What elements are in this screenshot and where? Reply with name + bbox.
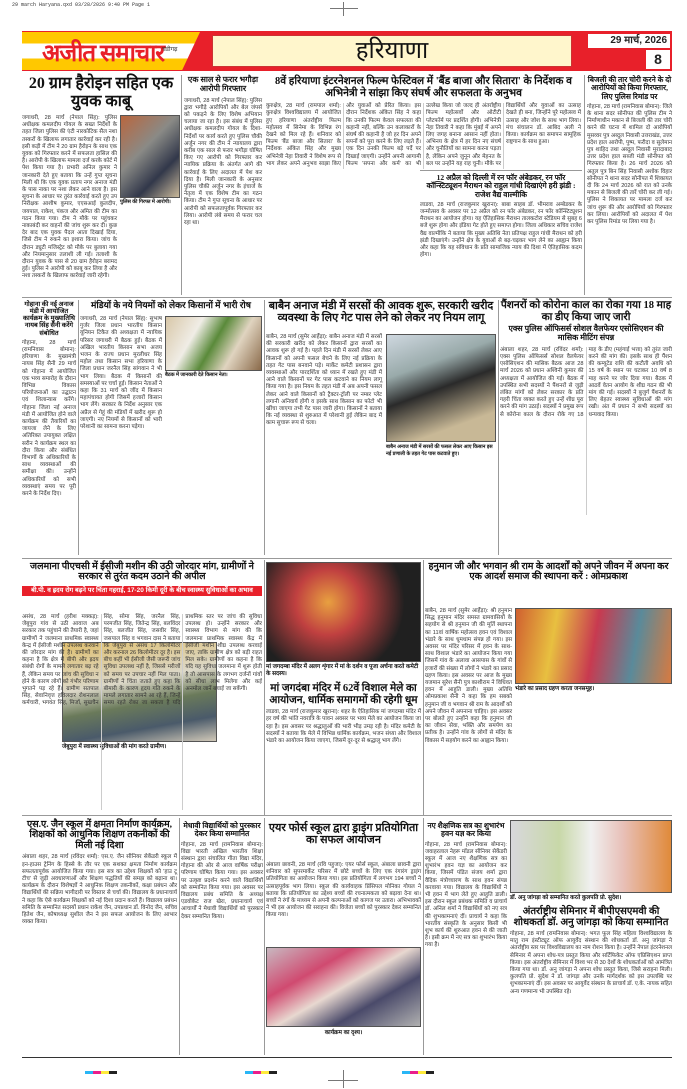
article-meritorious-students [181, 822, 263, 1055]
article-mandi-rules-protest [80, 301, 262, 556]
article-body: अंबाला शहर, 28 मार्च (रविंदर शर्मा): एक्स पुलिस ऑफिसर्स सोशल वैलफेयर एसोसिएशन की मासिक बैठक आज 28 मार्च 2026 को प्रधान अश्विनी कुमार की अध्यक्षता में आयोजित की गई। बैठक में उपस्थित सभी सदस्यों ने पैंशनरों से जुड़ी लंबित मांगों को लेकर सरकार के प्रति गहरी चिंता व्यक्त करते हुए उन्हें शीघ्र पूरा करने की मांग उठाई। सदस्यों ने प्रमुख रूप से कोरोना काल के दौरान रोके गए 18 माह के डीए (महंगाई भत्ता) को तुरंत जारी करने की मांग की। इसके साथ ही पैंशन की कम्यूटेड राशि की कटौती अवधि को 15 वर्ष के स्थान पर घटाकर 10 वर्ष 8 माह करने पर जोर दिया गया। बैठक में आठवें वेतन आयोग के शीघ्र गठन की भी मांग की गई। सदस्यों ने बुजुर्ग पैंशनरों के लिए बेहतर स्वास्थ्य सुविधाओं की मांग रखी। अंत में प्रधान ने सभी सदस्यों का धन्यवाद किया। [500, 346, 672, 418]
headline: जलमाना पीएचसी में ईसीजी मशीन की उठी जोरदार मांग, ग्रामीणों ने सरकार से तुरंत कदम उठाने की अपील [30, 562, 254, 583]
article-ecg-demand [22, 562, 262, 812]
issue-date: 29 मार्च, 2026 [588, 34, 670, 48]
article-new-session-havan [425, 822, 507, 1055]
page-number: 8 [646, 50, 670, 69]
photo-caption: जेबुपुरा में स्वास्थ्य सुविधाओं की मांग करते ग्रामीण। [62, 744, 167, 750]
section-title: हरियाणा [212, 35, 572, 67]
subheadline: एक्स पुलिस ऑफिसर्स सोशल वैलफेयर एसोसिएशन की मासिक मीटिंग संपन्न [508, 324, 664, 342]
photo-police-accused [120, 115, 180, 198]
article-body: जगाधरी, 28 मार्च (नेपाल सिंह): पुलिस द्वारा भगौड़े आरोपियों और बेल जंपर्स को पकड़ने के लिए विशेष अभियान चलाया जा रहा है। इस संबंध में पुलिस अधीक्षक कमलदीप गोयल के दिशा-निर्देशों पर कार्य करते हुए पुलिस चौकी अर्जुन नगर की टीम ने न्यायालय द्वारा करीब एक साल से फरार भगौड़ा घोषित किए गए आरोपी को गिरफ्तार कर न्यायिक प्रक्रिया के अंतर्गत आगे की कार्रवाई के लिए अदालत में पेश कर दिया है। मिली जानकारी के अनुसार पुलिस चौकी अर्जुन नगर के इंचार्ज के नेतृत्व में एक विशेष टीम का गठन किया। टीम ने गुप्त सूचना के आधार पर आरोपी को सफलतापूर्वक गिरफ्तार कर लिया। आरोपी लंबे समय से फरार चल रहा था। [184, 97, 262, 227]
article-body: जगाधरी, 28 मार्च (नेपाल सिंह): पुलिस अधीक्षक कमलदीप गोयल के सख्त निर्देशों के तहत जिला पुलिस की एंटी नारकोटिक सैल नशा तस्करों के खिलाफ लगातार कार्रवाई कर रही है। इसी कड़ी में टीम ने 20 ग्राम हैरोइन के साथ एक युवक को गिरफ्तार करने में सफलता हासिल की है। आरोपी के खिलाफ मामला दर्ज करके कोर्ट में पेश किया गया है। प्रभारी अनिल कुमार ने जानकारी देते हुए बताया कि उन्हें गुप्त सूचना मिली थी कि एक युवक प्रताप नगर अनाज मंडी के पास नाका पर नशा लेकर आने वाला है। इस सूचना के आधार पर तुरंत कार्रवाई करते हुए उप निरीक्षक आशीष कुमार, एएसआई कुलदीप, जयपाल, राकेश, पंकज और अमित की टीम का गठन किया गया। टीम ने मौके पर पहुंचकर नाकाबंदी कर वाहनों की जांच शुरू कर दी। कुछ देर बाद एक युवक पैदल आता दिखाई दिया, जिसे टीम ने रुकने का इशारा किया। जांच के दौरान ड्यूटी मजिस्ट्रेट को मौके पर बुलाया गया और नियमानुसार तलाशी ली गई। तलाशी के दौरान युवक के पास से 20 ग्राम हैरोइन बरामद हुई। पुलिस ने आरोपी को काबू कर लिया है और नशा तस्करों के खिलाफ कार्रवाई जारी रहेगी। [22, 115, 117, 280]
headline: पैंशनरों को कोरोना काल का रोका गया 18 माह का डीए किया जाए जारी [500, 300, 672, 323]
article-hanuman-ideals [425, 562, 672, 812]
headline: बाबैन अनाज मंडी में सरसों की आवक शुरू, सरकारी खरीद व्यवस्था के लिए गेट पास लेने को लेकर नए नियम लागू [268, 300, 494, 325]
color-bar [245, 1061, 277, 1079]
article-dr-anu-jangra [510, 820, 672, 1055]
article-body: अंबाला शहर, 28 मार्च (रविंदर शर्मा): एस.ए. जैन सीनियर सेकेंडरी स्कूल में इन-हाउस ट्रेनिंग के हिस्से के तौर पर एक सशक्त क्षमता निर्माण कार्यक्रम सफलतापूर्वक आयोजित किया गया। इस सत्र का उद्देश्य शिक्षकों को 'हाउ टू टीच' से जुड़ी अवधारणाओं और शिक्षण पद्धतियों की समझ को बढ़ाना था। कार्यक्रम के दौरान विशेषज्ञों ने आधुनिक शिक्षण तकनीकों, कक्षा प्रबंधन और विद्यार्थियों की सक्रिय भागीदारी पर विस्तार से चर्चा की। विद्यालय के प्रधानाचार्य ने कहा कि ऐसे कार्यक्रम शिक्षकों को नई दिशा प्रदान करते हैं। विद्यालय प्रबंधन समिति के सम्मानित सदस्यों प्रधान राकेश जैन, उपप्रधान डॉ. विनोद जैन, सचिव हितेश जैन, कोषाध्यक्ष सुशील जैन ने इस सफल आयोजन के लिए आभार व्यक्त किया। [22, 854, 177, 926]
headline: बिजली की तार चोरी करने के दो आरोपियों को किया गिरफ्तार, लिए पुलिस रिमांड पर [587, 75, 672, 101]
article-body: जगाधरी, 28 मार्च (नेपाल सिंह): सुभाष गुर्जर जिला प्रधान भारतीय किसान यूनियन टिकैत की अध्यक्षता में न्यायिक परिसर जगाधरी में बैठक हुई। बैठक में अखिल भारतीय किसान सभा अजय भजन के राज्य प्रधान मुरलीधर सिंह महोल तथा किसान सभा हरियाणा के जिला प्रधान जरनैल सिंह सांगवान ने भी भाग लिया। बैठक में किसानों की समस्याओं पर चर्चा हुई। किसान नेताओं ने कहा कि 31 मार्च को जींद में किसान महापंचायत होगी जिसमें हजारों किसान भाग लेंगे। सरकार के निर्देश अनुसार एक अप्रैल से गेहूं की मंडियों में खरीद शुरू हो जाएगी। नए नियमों से किसानों को भारी परेशानी का सामना करना पड़ेगा। [80, 316, 162, 431]
photo-mandi-tractor [386, 334, 496, 442]
article-absconder-arrest [184, 76, 262, 296]
headline: मेधावी विद्यार्थियों को पुरस्कार देकर किया सम्मानित [183, 821, 261, 839]
masthead [22, 31, 672, 71]
headline: नए शैक्षणिक सत्र का शुभारंभ हवन यज्ञ कर किया [427, 821, 505, 839]
article-body: लाडवा, 28 मार्च (राजकुमार खुराना): शहर के ऐतिहासिक मां जगदम्बा मंदिर में हर वर्ष की भांति नवरात्रि के पावन अवसर पर भव्य मेले का आयोजन किया जा रहा है। इस अवसर पर श्रद्धालुओं की भारी भीड़ उमड़ रही है। मंदिर कमेटी के सदस्यों ने बताया कि मेले में विभिन्न धार्मिक कार्यक्रम, भजन संध्या और विशाल भंडारे का आयोजन किया जाएगा, जिसमें दूर-दूर से श्रद्धालु भाग लेंगे। [266, 709, 421, 744]
article-body: गोहाना, 28 मार्च (रामनिवास बोमान): भगत फूल सिंह महिला विश्वविद्यालय के मातु राम इंस्टीट्यूट ऑफ आयुर्वेद संस्थान की शोधकर्ता डॉ. अनु जांगड़ा ने अंतर्राष्ट्रीय स्तर पर विश्वविद्यालय का नाम रोशन किया है। उन्होंने नेपाल इंटरनेशनल सेमिनार में अपना शोध-पत्र प्रस्तुत किया और सर्टिफिकेट ऑफ एप्रिसिएशन प्राप्त किया। इस अंतर्राष्ट्रीय सेमिनार में विश्व भर से 30 देशों के शोधकर्ताओं को आमंत्रित किया गया था। डॉ. अनु जांगड़ा ने अपना शोध प्रस्तुत किया, जिसे सराहना मिली। कुलपति प्रो. सुदेश ने डॉ. जांगड़ा और उनके मार्गदर्शक को इस उपलब्धि पर शुभकामनाएं दीं। इस अवसर पर आयुर्वेद संस्थान के प्राचार्य डॉ. ए.के. नायक सहित अन्य गणमान्य भी उपस्थित रहे। [510, 931, 672, 995]
article-body: कुरुक्षेत्र, 28 मार्च (रामपाल शर्मा): कुरुक्षेत्र विश्वविद्यालय में आयोजित हुए हरियाणा अंतर्राष्ट्रीय फिल्म महोत्सव में सिनेमा के विभिन्न रंग देखने को मिल रहे हैं। शनिवार को फिल्म 'बैंड बाजा और सितारा' के निर्देशक अंकित सिंह और मुख्य अभिनेत्री नेहा तिवारी ने विशेष रूप से भाग लेकर अपने अनुभव साझा किए और युवाओं को प्रेरित किया। इस दौरान निर्देशक अंकित सिंह ने कहा कि उनकी फिल्म केवल सफलता की कहानी नहीं, बल्कि उन कलाकारों के संघर्ष की कहानी है जो हर दिन अपने सपनों को पूरा करने के लिए लड़ते हैं। एक दिन उनकी फिल्म बड़े पर्दे पर दिखाई जाएगी। उन्होंने अपनी आगामी फिल्म 'सपना और कर्म' का भी उल्लेख किया जो जल्द ही अंतर्राष्ट्रीय फिल्म महोत्सवों और ओटीटी प्लेटफॉर्म पर प्रदर्शित होगी। अभिनेत्री नेहा तिवारी ने कहा कि मुंबई में अपने लिए जगह बनाना आसान नहीं होता। अभिनय के क्षेत्र में हर दिन नए संघर्ष और चुनौतियों का सामना करना पड़ता है, लेकिन अपने जुनून और मेहनत के बल पर उन्होंने यह राह चुनी। मौके पर विद्यार्थियों और युवाओं का उत्साह देखते ही बना, जिन्होंने पूरे महोत्सव में उत्साह और जोश के साथ भाग लिया। मंच संचालन डॉ. आबिद अली ने किया। कार्यक्रम का समापन सामूहिक राष्ट्रगान के साथ हुआ। [266, 103, 581, 167]
article-heroin-arrest [22, 75, 180, 295]
registration-mark [343, 2, 344, 16]
article-pensioners-da [500, 300, 672, 555]
photo-caption: बैठक में जानकारी देते किसान नेता। [165, 372, 228, 378]
article-body: अंबाला छावनी, 28 मार्च (रवि पहुजा): एयर फोर्स स्कूल, अंबाला छावनी द्वारा शनिवार को सुपरमार्केट परिसर में छोटे बच्चों के लिए एक रंगारंग ड्राइंग प्रतियोगिता का आयोजन किया गया। इस प्रतियोगिता में लगभग 194 बच्चों ने उत्साहपूर्वक भाग लिया। स्कूल की कार्यवाहक प्रिंसिपल मोनिका गोयल ने बताया कि प्रतियोगिता का उद्देश्य बच्चों की रचनात्मकता को बढ़ावा देना था। बच्चों ने रंगों के माध्यम से अपनी कल्पनाओं को कागज पर उतारा। अभिभावकों ने भी इस आयोजन की सराहना की। विजेता बच्चों को पुरस्कार देकर सम्मानित किया गया। [266, 862, 421, 919]
headline: 20 ग्राम हैरोइन सहित एक युवक काबू [28, 75, 174, 110]
headline: मां जगदंबा मंदिर में 62वें विशाल मेले का आयोजन, धार्मिक समागमों की रहेगी धूम [269, 683, 418, 706]
headline: एयर फोर्स स्कूल द्वारा ड्राइंग प्रतियोगिता का सफल आयोजन [268, 822, 419, 847]
strapline: बी.पी. व ह्रदय रोग बढ़ने पर चिंता गहराई, 17-20 किमी दूरी के बीच स्वास्थ्य सुविधाओं का अभाव [22, 586, 262, 596]
article-wire-theft [587, 76, 672, 296]
photo-temple-deity [266, 562, 421, 662]
registration-mark [343, 1070, 344, 1088]
photo-bhandara-crowd [515, 608, 672, 684]
headline: एस.ए. जैन स्कूल में क्षमता निर्माण कार्यक्रम, शिक्षकों को आधुनिक शिक्षण तकनीकों की मिली नई दिशा [26, 820, 173, 851]
photo-honour-ceremony [510, 820, 672, 893]
headline: हनुमान जी और भगवान श्री राम के आदर्शों को अपने जीवन में अपना कर एक आदर्श समाज की स्थापना करें : ओमप्रकाश [428, 562, 669, 583]
headline: अंतर्राष्ट्रीय सेमिनार में बीपीएसएमवी की शोधकर्ता डॉ. अनु जांगड़ा को किया सम्मानित [513, 906, 669, 928]
photo-farmers-meeting [165, 316, 262, 371]
photo-caption: बाबैन अनाज मंडी में सरसों की फसल लेकर आए किसान इस नई प्रणाली के तहत गेट पास कटवाते हुए। [386, 444, 493, 457]
newspaper-logo: अजीत समाचार [42, 41, 165, 67]
article-body: बाबैन, 28 मार्च (सुमेर आर्हेड़ा): बाबैन अनाज मंडी में सरसों की सरकारी खरीद को लेकर किसानों द्वारा सरसों का आवक शुरू हो गई है। पहले दिन मंडी में सरसों लेकर आए किसानों को अपनी फसल बेचने के लिए नई प्रक्रिया के तहत गेट पास बनवाने पड़े। मार्केट कमेटी प्रशासन द्वारा व्यवस्थाओं और पारदर्शिता को ध्यान में रखते हुए मंडी में आने वाले किसानों पर गेट पास कटवाने का नियम लागू किया गया है। इस नियम के तहत मंडी में अब अपनी फसल लेकर आने वाले किसानों को ट्रैक्टर-ट्रॉली पर नम्बर प्लेट लगानी अनिवार्य होगी व इसके साथ किसान का फोटो भी खींचा जाएगा तभी गेट पास जारी होगा। किसानों ने बताया कि नई व्यवस्था से शुरुआत में परेशानी हुई लेकिन बाद में काम सुचारू रूप से चला। [266, 334, 382, 427]
article-drawing-competition [266, 822, 421, 1055]
article-body: गोहाना, 28 मार्च (रामनिवास बोमान): जवाहरलाल नेहरू मॉडल सीनियर सेकेंडरी स्कूल में आज नए शैक्षणिक सत्र का शुभारंभ हवन यज्ञ का आयोजन कर किया, जिसमें पंडित संजय शर्मा द्वारा वैदिक मंत्रोच्चारण के साथ हवन संपन्न करवाया गया। विद्यालय के विद्यार्थियों ने भी हवन में भाग लेते हुए आहुति डाली। इस दौरान स्कूल प्रबंधक समिति व प्राचार्य डॉ. अनिल शर्मा ने विद्यार्थियों को नए सत्र की शुभकामनाएं दीं। प्राचार्य ने कहा कि भारतीय संस्कृति के अनुसार किसी भी शुभ कार्य की शुरुआत हवन से की जाती है। इसी क्रम में नए सत्र का शुभारंभ किया गया है। [425, 841, 507, 949]
photo-caption: डॉ. अनु जांगड़ा को सम्मानित करते कुलपति प्रो. सुदेश। [510, 895, 622, 901]
headline: 8वें हरियाणा इंटरनेशनल फिल्म फेस्टिवल में 'बैंड बाजा और सितारा' के निर्देशक व अभिनेत्री ने सांझा किए संघर्ष और सफलता के अनुभव [275, 76, 572, 99]
article-babain-mustard [266, 300, 496, 555]
color-bar [85, 1061, 117, 1079]
article-body: बाबैन, 28 मार्च (सुमेर आर्हेड़ा): श्री हनुमान सिद्ध हनुमान मंदिर समस्त ग्रामवासियों के सहयोग से श्री हनुमान जी की मूर्ति स्थापना का 11वां वार्षिक महोत्सव हवन एवं विशाल भंडारे के साथ धूमधाम संपन्न हो गया। इस अवसर पर मंदिर परिसर में हवन के साथ-साथ विशाल भंडारे का आयोजन किया गया जिसमें गांव के अलावा आसपास के गांवों से हजारों की संख्या में लोगों ने भंडारे का प्रसाद ग्रहण किया। इस अवसर पर आज के मुख्य यजमान सुरेश सैनी पुत्र काशीराम ने विधिवत हवन में आहुति डाली। मुख्य अतिथि ओमप्रकाश सैनी ने कहा कि हम सबको हनुमान जी व भगवान श्री राम के आदर्शों को अपने जीवन में अपनाना चाहिए। इस अवसर पर बोलते हुए उन्होंने कहा कि हनुमान जी का जीवन सेवा, भक्ति और समर्पण का प्रतीक है। उन्होंने गांव के लोगों से मंदिर के विकास में सहयोग करने का आह्वान किया। [425, 608, 512, 744]
article-body: गोहाना, 28 मार्च (रामनिवास बोमान): विद्या भारती अखिल भारतीय शिक्षा संस्थान द्वारा संचालित गीता विद्या मंदिर, गोहाना की ओर से आज वार्षिक परीक्षा परिणाम घोषित किया गया। इस अवसर पर उत्कृष्ट प्रदर्शन करने वाले विद्यार्थियों को सम्मानित किया गया। इस अवसर पर विद्यालय प्रबंध समिति के अध्यक्ष एडवोकेट राज खेरा, प्रधानाचार्य एवं आचार्यों ने मेधावी विद्यार्थियों को पुरस्कार देकर सम्मानित किया। [181, 841, 263, 920]
article-body: गोहाना, 28 मार्च (रामनिवास बोमान): हरियाणा के मुख्यमंत्री नायब सिंह सैनी 29 मार्च को गोहाना में आयोजित एक भव्य समारोह के दौरान विभिन्न विकास परियोजनाओं का उद्घाटन एवं शिलान्यास करेंगे। गोहाना जिला नई अनाज मंडी में आयोजित होने वाले कार्यक्रम की तैयारियों का जायजा लेने के लिए अतिरिक्त उपायुक्त लक्षित सरीन ने कार्यक्रम स्थल का दौरा किया और संबंधित विभागों के अधिकारियों के साथ व्यवस्थाओं की समीक्षा की। उन्होंने अधिकारियों को सभी व्यवस्थाएं समय पर पूरी करने के निर्देश दिए। [22, 339, 76, 497]
photo-caption: पुलिस की गिरफ्त में आरोपी। [120, 199, 171, 205]
color-bar [402, 1061, 434, 1079]
article-cm-gohana [22, 301, 76, 556]
headline: गोहाना की नई अनाज मंडी में आयोजित कार्यक्रम के मुख्यातिथि नायब सिंह सैनी करेंगे संबोधित [23, 301, 75, 337]
article-jagdamba-fair [266, 562, 421, 812]
registration-mark [328, 1080, 358, 1081]
headline: एक साल से फरार भगौड़ा आरोपी गिरफ्तार [187, 75, 259, 93]
headline: मंडियों के नये नियमों को लेकर किसानों में भारी रोष [91, 300, 251, 310]
article-body: लाडवा, 28 मार्च (राजकुमार खुराना): बाबा साहब डॉ. भीमराव अम्बेडकर के जन्मोत्सव के अवसर पर 12 अप्रैल को रन फॉर अंबेडकर, रन फॉर कॉन्स्टिट्यूशन मैराथन का आयोजन होगा। यह ऐतिहासिक मैराथन तालकटोरा स्टेडियम से सुबह 6 बजे शुरू होगा और इंडिया गेट होते हुए समाप्त होगा। जिला अधिकार सचिव राजेश वैद्य वाल्मीकि ने बताया कि मुख्य अतिथि नेता प्रतिपक्ष राहुल गांधी मैराथन को हरी झंडी दिखाएंगे। उन्होंने क्षेत्र के युवाओं से बढ़-चढ़कर भाग लेने का आह्वान किया और कहा कि यह संविधान के प्रति सामाजिक न्याय की दिशा में ऐतिहासिक कदम होगा। [420, 201, 582, 259]
article-run-for-ambedkar [420, 174, 582, 294]
article-sa-jain-school [22, 820, 177, 1055]
headline: 12 अप्रैल को दिल्ली में रन फॉर अंबेडकर, रन फॉर कॉन्स्टिट्यूशन मैराथन को राहुल गांधी दिखाएंगे हरी झंडी : राजेश वैद्य वाल्मीकि [426, 173, 576, 199]
photo-children-drawing [266, 947, 421, 1027]
bottom-rule [22, 1057, 672, 1058]
photo-caption: भंडारे का प्रसाद ग्रहण करता जनसमूह। [515, 686, 595, 692]
photo-caption: मां जगदम्बा मंदिर में अलग शृंगार में मां के दर्शन व पूजा अर्चना करते कमेटी के सदस्य। [266, 664, 419, 677]
article-body: असंध, 28 मार्च (हरीश मक्कड़): जेबुपुरा गांव से उठी आवाज अब सरकार तक पहुंचाने की तैयारी है, जहां ग्रामीणों ने जलमाना प्राथमिक स्वास्थ्य केन्द्र में ईसीजी मशीन उपलब्ध करवाने की जोरदार मांग की है। ग्रामीणों का कहना है कि क्षेत्र में बीपी और ह्रदय संबंधी रोगों के मामले लगातार बढ़ रहे हैं, लेकिन समय पर जांच की सुविधा न होने के कारण लोगों को गंभीर परिणाम भुगतने पड़ रहे हैं। ग्रामीण सतपाल सिंह, सेवानिवृत्त हविलदार रोशनलाल कर्मचारी, भगवंत सिंह, मिर्जा, सुखचैन सिंह, सोमा सिंह, जरनैल सिंह, परमजीत सिंह, जितेन्द्र सिंह, बलविंदर सिंह, बलजीत सिंह, जसवीर सिंह, जसपाल सिंह व भगवान दास ने बताया कि जेबुपुरा से असंध 17 किलोमीटर और करनाल 26 किलोमीटर दूर है। इस बीच कहीं भी ईसीजी जैसी जरूरी जांच सुविधा उपलब्ध नहीं है, जिससे मरीजों को समय पर उपचार नहीं मिल पाता। ग्रामीणों ने चिंता जताते हुए कहा कि बीमारी के कारण हृदय गति रुकने के मामले लगातार सामने आ रहे हैं, जिन्हें समय रहते रोका जा सकता है यदि प्राथमिक स्तर पर जांच की सुविधा उपलब्ध हो। उन्होंने सरकार और स्वास्थ्य विभाग से मांग की कि जलमाना प्राथमिक स्वास्थ्य केंद्र में ईसीजी मशीन शीघ्र उपलब्ध करवाई जाए, ताकि ग्रामीण क्षेत्र को बड़ी राहत मिल सके। ग्रामीणों का कहना है कि यदि यह सुविधा जलमाना में शुरू होती है तो आसपास के लगभग दर्जनों गांवों को सीधा लाभ मिलेगा और कई अनमोल जानें बचाई जा सकेंगी। [22, 614, 262, 707]
print-slug: 29 march Haryana.qxd 03/28/2026 9:40 PM Page 1 [12, 2, 151, 8]
edition-city: चंडीगढ़ [162, 47, 178, 53]
article-body: गोहाना, 28 मार्च (रामनिवास बोमान): जिले के थाना सदर सोनीपत की पुलिस टीम ने निर्माणाधीन मकान से बिजली की तार चोरी करने की घटना में शामिल दो आरोपियों मुसव्वर पुत्र अब्दुल निवासी उत्तराखंड, उत्तर प्रदेश हाल आरोपी, पुष्प, फरीदा व सुलेमान पुत्र शाहिद तथा अब्दुल निवासी मुरादाबाद उत्तर प्रदेश हाल सब्जी मंडी सोनीपत को गिरफ्तार किया है। 26 मार्च 2026 को अतुल पुत्र बिन सिंह निवासी अशोक विहार सोनीपत ने थाना सदर सोनीपत में शिकायत दी कि 24 मार्च 2026 को रात को उनके मकान से बिजली की तारें चोरी कर ली गई। पुलिस ने शिकायत पर मामला दर्ज कर जांच शुरू की और आरोपियों को गिरफ्तार कर लिया। आरोपियों को अदालत में पेश कर पुलिस रिमांड पर लिया गया है। [587, 103, 672, 225]
photo-caption: कार्यक्रम का दृश्य। [324, 1030, 363, 1036]
registration-mark [330, 8, 358, 9]
